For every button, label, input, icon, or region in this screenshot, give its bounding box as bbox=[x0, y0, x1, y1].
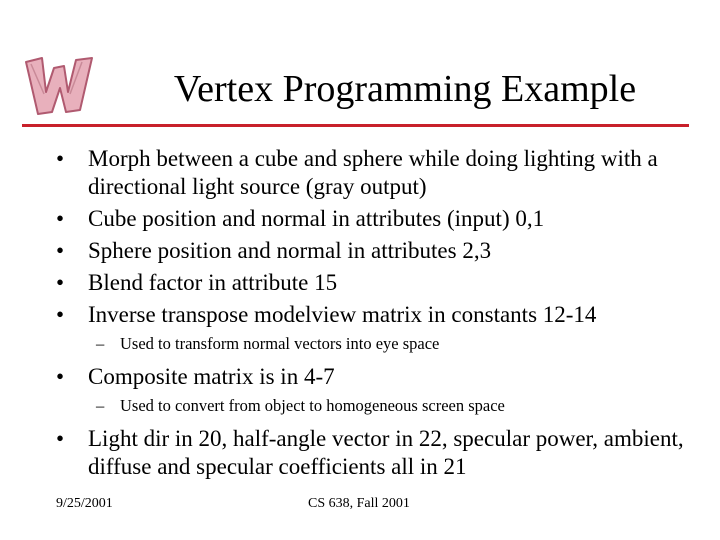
bullet-text: Cube position and normal in attributes (input) 0,1 bbox=[88, 206, 545, 231]
bullet-item bbox=[56, 425, 696, 481]
bullet-marker: • bbox=[56, 364, 65, 389]
bullet-text: Inverse transpose modelview matrix in constants 12-14 bbox=[88, 302, 597, 327]
footer-date: 9/25/2001 bbox=[56, 496, 113, 511]
bullet-text: Blend factor in attribute 15 bbox=[88, 270, 338, 295]
sub-bullet-item bbox=[56, 333, 696, 355]
footer-course: CS 638, Fall 2001 bbox=[308, 496, 410, 511]
bullet-marker: • bbox=[56, 426, 65, 451]
sub-bullet-text: Used to transform normal vectors into eye space bbox=[120, 334, 440, 353]
bullet-item bbox=[56, 237, 696, 265]
sub-bullet-item bbox=[56, 395, 696, 417]
bullet-text: Sphere position and normal in attributes 2,3 bbox=[88, 238, 492, 263]
bullet-marker: • bbox=[56, 270, 65, 295]
bullet-marker: • bbox=[56, 302, 65, 327]
title-divider bbox=[22, 124, 689, 127]
bullet-text: Morph between a cube and sphere while doing lighting with a directional light source (gray output) bbox=[88, 146, 658, 199]
bullet-text: Composite matrix is in 4-7 bbox=[88, 364, 335, 389]
slide-title: Vertex Programming Example bbox=[173, 68, 637, 110]
bullet-marker: • bbox=[56, 238, 65, 263]
bullet-item bbox=[56, 205, 696, 233]
bullet-list bbox=[56, 145, 696, 485]
sub-bullet-text: Used to convert from object to homogeneous screen space bbox=[120, 396, 505, 415]
bullet-item bbox=[56, 363, 696, 391]
bullet-marker: • bbox=[56, 206, 65, 231]
sub-bullet-marker: – bbox=[96, 396, 105, 415]
bullet-item bbox=[56, 145, 696, 201]
bullet-item bbox=[56, 269, 696, 297]
sub-bullet-marker: – bbox=[96, 334, 105, 353]
bullet-item bbox=[56, 301, 696, 329]
bullet-marker: • bbox=[56, 146, 65, 171]
university-w-logo-icon bbox=[22, 52, 96, 116]
bullet-text: Light dir in 20, half-angle vector in 22, specular power, ambient, diffuse and specular coefficients all in 21 bbox=[88, 426, 684, 479]
